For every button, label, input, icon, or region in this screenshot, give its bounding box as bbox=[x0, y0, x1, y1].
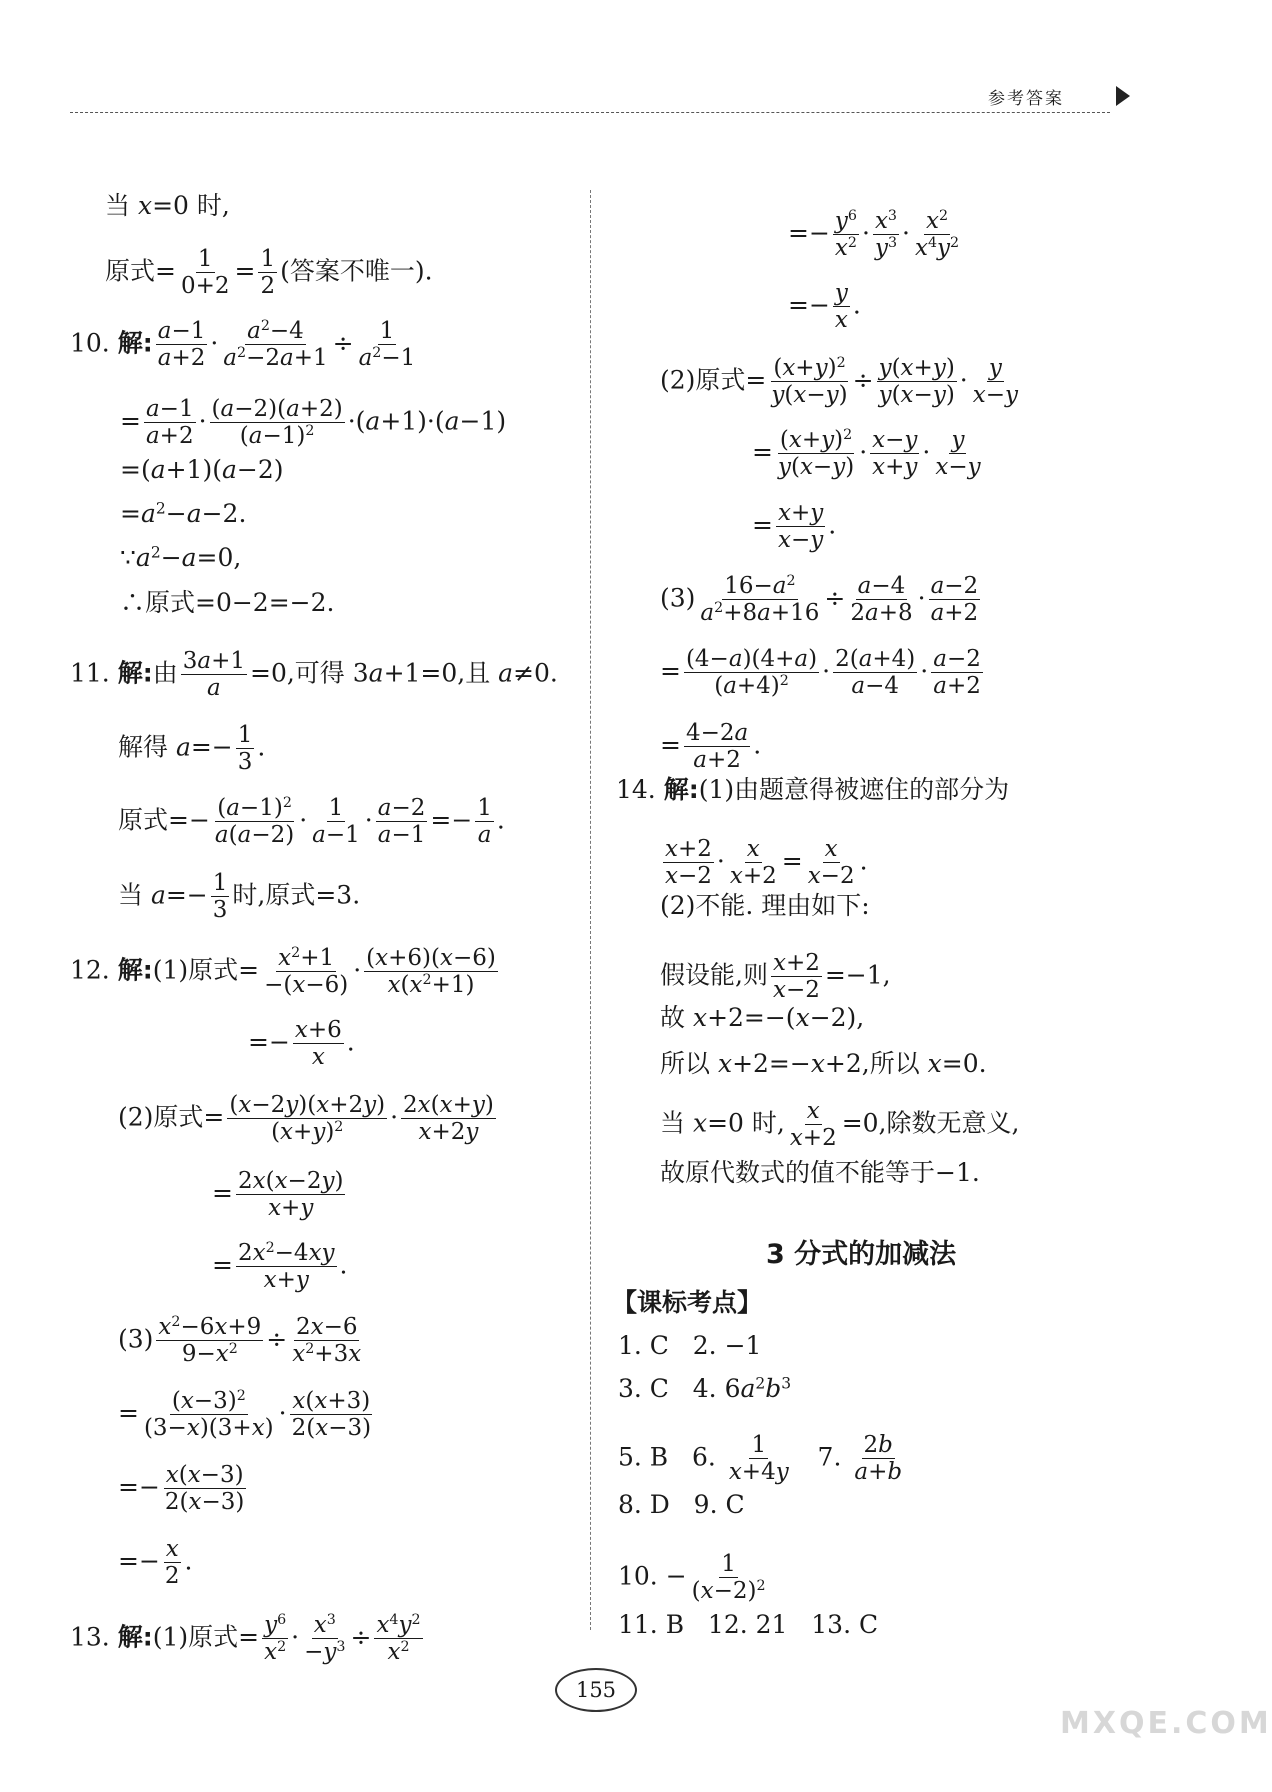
line: $\frac{x+2}{x-2}$ · $\frac{x}{x+2}$ = $\frac{x}{x-2}$ . bbox=[665, 836, 868, 890]
line: 14. 解:(1)由题意得被遮住的部分为 bbox=[616, 775, 1010, 804]
line: $\because a^2-a=0$, bbox=[120, 543, 242, 572]
line: 11. B 12. 21 13. C bbox=[618, 1610, 879, 1639]
line: 11. 解:由 $\frac{3a+1}{a}$ =0,可得 3a+1=0,且 a≠0. bbox=[70, 648, 558, 702]
line: 10. 解: $\frac{a-1}{a+2}$ · $\frac{a^2-4}{a^2-2a+1}$ ÷ $\frac{1}{a^2-1}$ bbox=[70, 318, 416, 372]
line: (2)原式= $\frac{(x-2y)(x+2y)}{(x+y)^2}$ · $\frac{2x(x+y)}{x+2y}$ bbox=[118, 1092, 494, 1146]
line: = $\frac{4-2a}{a+2}$ . bbox=[660, 720, 762, 774]
line: 3. C 4. $6a^2b^3$ bbox=[618, 1374, 792, 1403]
line: 所以 x+2=−x+2,所以 x=0. bbox=[660, 1049, 987, 1078]
header-arrow-icon bbox=[1116, 86, 1130, 106]
watermark: MXQE.COM bbox=[1060, 1706, 1272, 1741]
line: =(a+1)(a−2) bbox=[120, 455, 284, 484]
line: (2)原式= $\frac{(x+y)^2}{y(x-y)}$ ÷ $\frac{y(x+y)}{y(x-y)}$ · $\frac{y}{x-y}$ bbox=[660, 355, 1019, 409]
line: = $\frac{(x+y)^2}{y(x-y)}$ · $\frac{x-y}{x+y}$ · $\frac{y}{x-y}$ bbox=[752, 427, 981, 481]
line: 解得 a=− $\frac{1}{3}$ . bbox=[118, 722, 266, 776]
line: 1. C 2. −1 bbox=[618, 1331, 762, 1360]
line: 原式=− $\frac{(a-1)^2}{a(a-2)}$ · $\frac{1}{a-1}$ · $\frac{a-2}{a-1}$ =− $\frac{1}{a}$ . bbox=[118, 795, 505, 849]
line: 5. B 6. $\frac{1}{x+4y}$ 7. $\frac{2b}{a+b}$ bbox=[618, 1432, 903, 1486]
line: 13. 解:(1)原式= $\frac{y^6}{x^2}$ · $\frac{x^3}{-y^3}$ ÷ $\frac{x^4y^2}{x^2}$ bbox=[70, 1612, 421, 1666]
line: = $\frac{2x^2-4xy}{x+y}$ . bbox=[212, 1240, 348, 1294]
line: = $\frac{(4-a)(4+a)}{(a+4)^2}$ · $\frac{2(a+4)}{a-4}$ · $\frac{a-2}{a+2}$ bbox=[660, 646, 981, 700]
line: = $\frac{x+y}{x-y}$ . bbox=[752, 500, 837, 554]
line: 原式= $\frac{1}{0+2}$ = $\frac{1}{2}$ (答案不唯一). bbox=[105, 246, 433, 300]
line: 故 x+2=−(x−2), bbox=[660, 1003, 865, 1032]
line: (3) $\frac{x^2-6x+9}{9-x^2}$ ÷ $\frac{2x-6}{x^2+3x}$ bbox=[118, 1314, 362, 1368]
line: 当 x=0 时, bbox=[105, 191, 230, 220]
line: (3) $\frac{16-a^2}{a^2+8a+16}$ ÷ $\frac{a-4}{2a+8}$ · $\frac{a-2}{a+2}$ bbox=[660, 573, 979, 627]
line: 12. 解:(1)原式= $\frac{x^2+1}{-(x-6)}$ · $\frac{(x+6)(x-6)}{x(x^2+1)}$ bbox=[70, 945, 496, 999]
line: = $\frac{2x(x-2y)}{x+y}$ bbox=[212, 1168, 344, 1222]
line: =− $\frac{x+6}{x}$ . bbox=[248, 1017, 355, 1071]
line: ∴原式=0−2=−2. bbox=[120, 588, 335, 617]
line: =− $\frac{x}{2}$ . bbox=[118, 1536, 193, 1590]
column-divider bbox=[590, 190, 591, 1630]
line: 故原代数式的值不能等于−1. bbox=[660, 1158, 980, 1187]
line: $=a^2-a-2$. bbox=[120, 499, 247, 528]
header-divider bbox=[70, 112, 1110, 113]
line: (2)不能. 理由如下: bbox=[660, 891, 870, 920]
line: =− $\frac{y^6}{x^2}$ · $\frac{x^3}{y^3}$ · $\frac{x^2}{x^4y^2}$ bbox=[788, 208, 960, 262]
line: 当 x=0 时, $\frac{x}{x+2}$ =0,除数无意义, bbox=[660, 1098, 1020, 1152]
page-number: 155 bbox=[555, 1668, 637, 1712]
section-label: 【课标考点】 bbox=[612, 1288, 763, 1317]
line: 10. − $\frac{1}{(x-2)^2}$ bbox=[618, 1551, 766, 1605]
line: = $\frac{a-1}{a+2}$ · $\frac{(a-2)(a+2)}{(a-1)^2}$ ·(a+1)·(a−1) bbox=[120, 396, 507, 450]
section-title: 3 分式的加减法 bbox=[766, 1239, 957, 1270]
line: 当 a=− $\frac{1}{3}$ 时,原式=3. bbox=[118, 870, 361, 924]
header-label: 参考答案 bbox=[988, 89, 1064, 109]
line: =− $\frac{y}{x}$ . bbox=[788, 280, 861, 334]
line: =− $\frac{x(x-3)}{2(x-3)}$ bbox=[118, 1462, 245, 1516]
line: 8. D 9. C bbox=[618, 1490, 745, 1519]
line: = $\frac{(x-3)^2}{(3-x)(3+x)}$ · $\frac{x(x+3)}{2(x-3)}$ bbox=[118, 1388, 372, 1442]
line: 假设能,则 $\frac{x+2}{x-2}$ =−1, bbox=[660, 950, 891, 1004]
